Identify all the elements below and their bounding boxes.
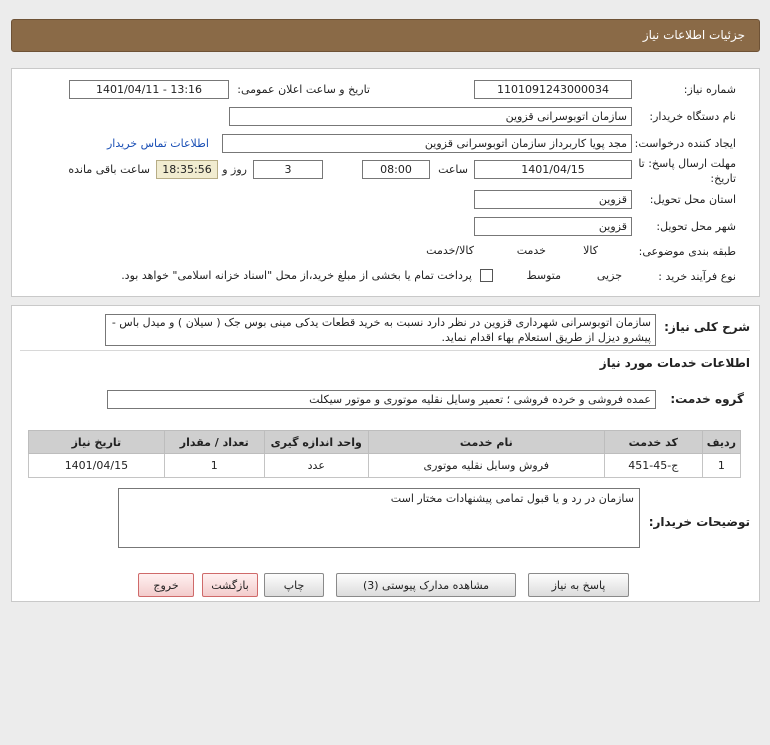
divider: [20, 350, 750, 351]
page-title: جزئیات اطلاعات نیاز: [642, 28, 745, 42]
table-header-row: [29, 431, 741, 454]
buyer-org-field: سازمان اتوبوسرانی قزوین: [229, 107, 632, 126]
days-label: روز و: [222, 163, 247, 176]
col-name-header: نام خدمت: [368, 431, 604, 454]
table-row: [29, 454, 741, 478]
col-date-header: تاریخ نیاز: [29, 431, 165, 454]
col-unit-header: واحد اندازه گیری: [264, 431, 368, 454]
description-label: شرح کلی نیاز:: [664, 320, 750, 334]
deadline-time-field: 08:00: [362, 160, 430, 179]
category-goods-label: کالا: [583, 244, 598, 257]
cell-date: 1401/04/15: [29, 454, 165, 478]
province-field: قزوین: [474, 190, 632, 209]
creator-field: مجد پویا کاربرداز سازمان اتوبوسرانی قزوین: [222, 134, 632, 153]
service-group-field: عمده فروشی و خرده فروشی ؛ تعمیر وسایل نقلیه موتوری و موتور سیکلت: [107, 390, 656, 409]
announce-label: تاریخ و ساعت اعلان عمومی:: [237, 83, 370, 96]
process-label: نوع فرآیند خرید :: [658, 270, 736, 283]
attachments-button[interactable]: مشاهده مدارک پیوستی (3): [336, 573, 516, 597]
category-goods-service-label: کالا/خدمت: [426, 244, 474, 257]
service-group-label: گروه خدمت:: [670, 392, 744, 406]
need-number-label: شماره نیاز:: [683, 83, 736, 96]
remaining-time-field: 18:35:56: [156, 160, 218, 179]
city-field: قزوین: [474, 217, 632, 236]
cell-row: 1: [702, 454, 740, 478]
col-qty-header: تعداد / مقدار: [164, 431, 264, 454]
category-service-label: خدمت: [516, 244, 546, 257]
process-partial-label: جزیی: [596, 269, 622, 282]
city-label: شهر محل تحویل:: [656, 220, 736, 233]
back-button[interactable]: بازگشت: [202, 573, 258, 597]
buyer-contact-link[interactable]: اطلاعات تماس خریدار: [107, 137, 209, 150]
creator-label: ایجاد کننده درخواست:: [634, 137, 736, 150]
reply-button[interactable]: پاسخ به نیاز: [528, 573, 629, 597]
buyer-notes-box: سازمان در رد و یا قبول تمامی پیشنهادات مختار است: [118, 488, 640, 548]
deadline-label-date: تاریخ:: [710, 172, 736, 185]
print-button[interactable]: چاپ: [264, 573, 324, 597]
buyer-notes-label: توضیحات خریدار:: [648, 515, 750, 529]
page-header: [11, 19, 760, 52]
services-section-title: اطلاعات خدمات مورد نیاز: [599, 356, 750, 370]
remaining-label: ساعت باقی مانده: [68, 163, 150, 176]
deadline-time-label: ساعت: [438, 163, 468, 176]
exit-button[interactable]: خروج: [138, 573, 194, 597]
deadline-date-field: 1401/04/15: [474, 160, 632, 179]
category-label: طبقه بندی موضوعی:: [638, 245, 736, 258]
cell-unit: عدد: [264, 454, 368, 478]
process-medium-label: متوسط: [526, 269, 561, 282]
buyer-org-label: نام دستگاه خریدار:: [649, 110, 736, 123]
province-label: استان محل تحویل:: [649, 193, 736, 206]
description-box: سازمان اتوبوسرانی شهرداری قزوین در نظر دارد نسبت به خرید قطعات یدکی مینی بوس جک ( سیلان ) و میدل باس - پیشرو دیزل از طریق استعلام بهاء اقدام نماید.: [105, 314, 656, 346]
need-info-panel: [11, 68, 760, 297]
services-table: [28, 430, 741, 478]
announce-field: 1401/04/11 - 13:16: [69, 80, 229, 99]
cell-code: ج-45-451: [604, 454, 702, 478]
cell-name: فروش وسایل نقلیه موتوری: [368, 454, 604, 478]
days-field: 3: [253, 160, 323, 179]
cell-qty: 1: [164, 454, 264, 478]
need-number-field: 1101091243000034: [474, 80, 632, 99]
col-code-header: کد خدمت: [604, 431, 702, 454]
col-row-header: ردیف: [702, 431, 740, 454]
payment-note: پرداخت تمام یا بخشی از مبلغ خرید،از محل "اسناد خزانه اسلامی" خواهد بود.: [121, 269, 472, 282]
deadline-label: مهلت ارسال پاسخ: تا: [638, 157, 736, 170]
payment-treasury-checkbox[interactable]: [480, 269, 493, 282]
